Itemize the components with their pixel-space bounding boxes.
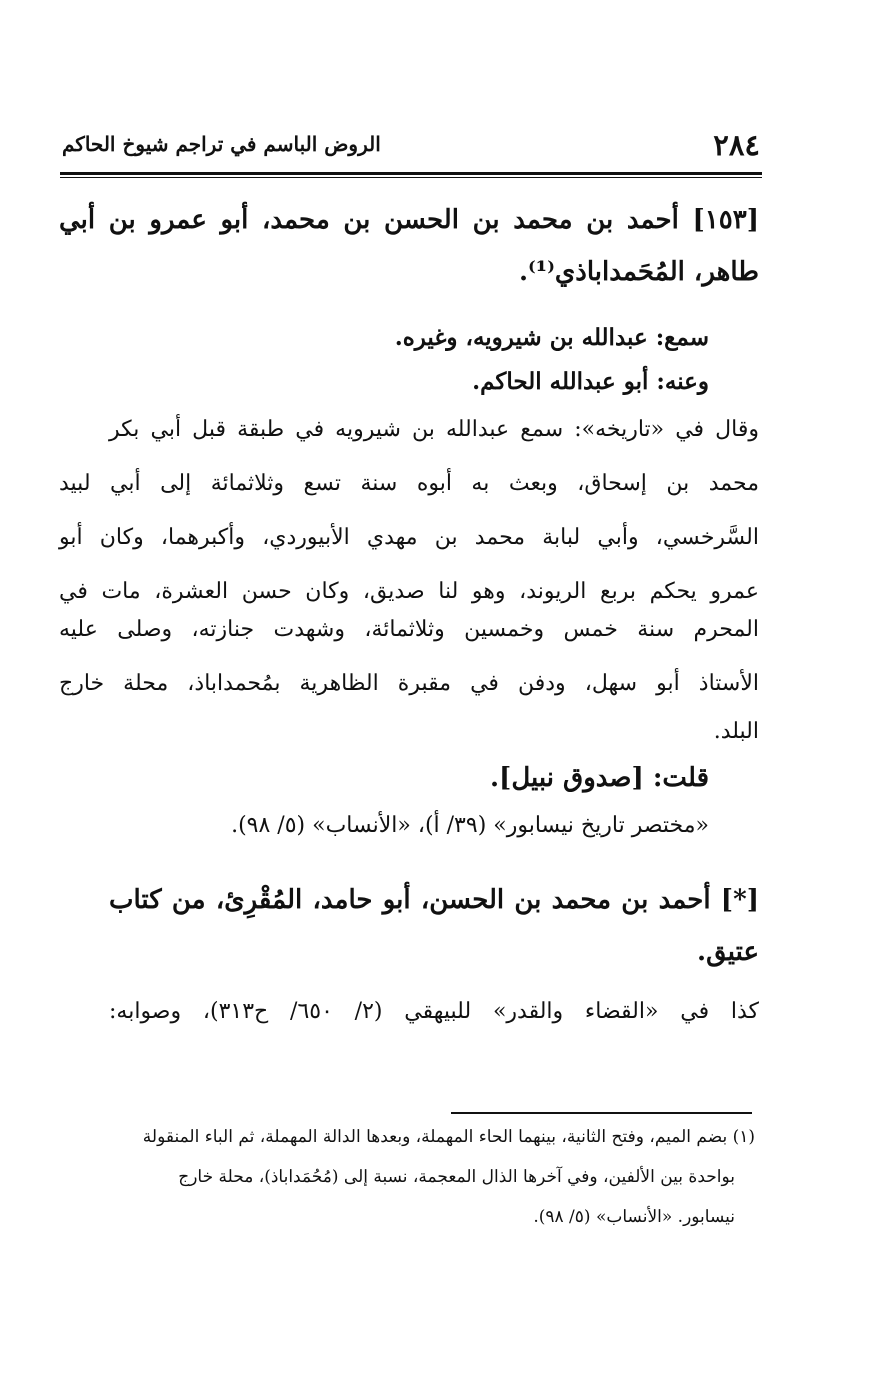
entry-153-narrated-by: وعنه: أبو عبدالله الحاكم. [472,368,709,395]
header-rule-thin [60,177,762,178]
entry-153-body-line: المحرم سنة خمس وخمسين وثلاثمائة، وشهدت جنازته، وصلى عليه [59,617,759,642]
entry-star-title-line-1: [*] أحمد بن محمد بن الحسن، أبو حامد، المُقْرِئ، من كتاب [109,885,759,915]
entry-153-body-line: الأستاذ أبو سهل، ودفن في مقبرة الظاهرية بمُحمداباذ، محلة خارج [59,671,759,696]
footnote-line: (١) بضم الميم، وفتح الثانية، بينهما الحاء المهملة، وبعدها الدالة المهملة، ثم الباء المنقولة [142,1127,755,1147]
header-rule-thick [60,172,762,175]
entry-153-body-line: وقال في «تاريخه»: سمع عبدالله بن شيرويه في طبقة قبل أبي بكر [109,417,759,442]
entry-star-body-line: كذا في «القضاء والقدر» للبيهقي (٢/ ٦٥٠/ ح٣١٣)، وصوابه: [109,999,760,1024]
entry-153-body-line: البلد. [713,719,759,744]
entry-153-heard-from: سمع: عبدالله بن شيرويه، وغيره. [394,324,709,351]
page-number: ٢٨٤ [713,128,760,162]
page-header [62,128,762,170]
footnote-line: نيسابور. «الأنساب» (٥/ ٩٨). [533,1207,735,1227]
entry-153-body-line: عمرو يحكم بربع الريوند، وهو لنا صديق، وكان حسن العشرة، مات في [59,579,759,604]
footnote-line: بواحدة بين الألفين، وفي آخرها الذال المعجمة، نسبة إلى (مُحُمَداباذ)، محلة خارج [178,1167,735,1187]
entry-153-title-line-1: [١٥٣] أحمد بن محمد بن الحسن بن محمد، أبو عمرو بن أبي [59,205,759,235]
entry-star-title-line-2: عتيق. [697,937,759,967]
entry-153-sources: «مختصر تاريخ نيسابور» (٣٩/ أ)، «الأنساب» (٥/ ٩٨). [231,813,709,838]
entry-153-verdict: قلت: [صدوق نبيل]. [490,763,709,793]
entry-153-body-line: محمد بن إسحاق، وبعث به أبوه سنة تسع وثلاثمائة إلى أبي لبيد [59,471,759,496]
footnote-separator [451,1112,752,1114]
entry-153-title-line-2: طاهر، المُحَمداباذي⁽¹⁾. [519,257,759,287]
running-title: الروض الباسم في تراجم شيوخ الحاكم [62,132,381,156]
entry-153-body-line: السَّرخسي، وأبي لبابة محمد بن مهدي الأبيوردي، وأكبرهما، وكان أبو [59,525,759,550]
